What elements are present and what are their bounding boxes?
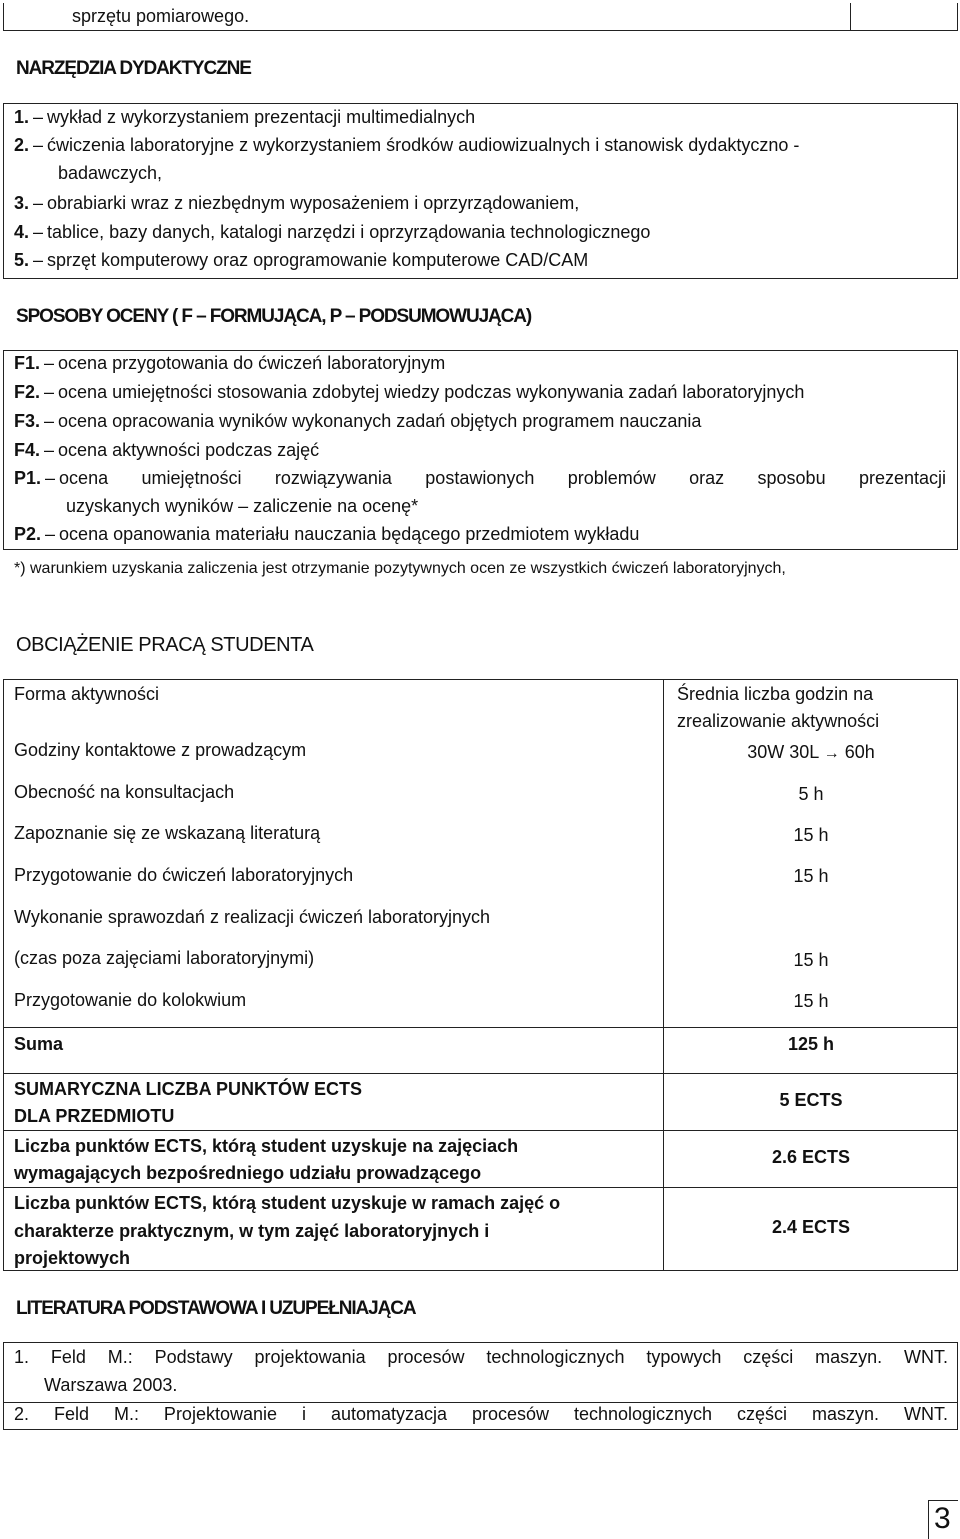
ects-label-line: wymagających bezpośredniego udziału prowadzącego xyxy=(14,1163,482,1183)
assessment-text: ocena przygotowania do ćwiczeń laboratoryjnym xyxy=(58,353,446,373)
arrow-right-icon: → xyxy=(823,745,840,762)
assessment-item-p1-cont: uzyskanych wyników – zaliczenie na ocenę* xyxy=(66,496,419,516)
workload-row-value: 15 h xyxy=(793,825,829,845)
workload-row-value xyxy=(664,742,958,763)
workload-row-label: Przygotowanie do ćwiczeń laboratoryjnych xyxy=(14,865,354,885)
literature-heading: LITERATURA PODSTAWOWA I UZUPEŁNIAJĄCA xyxy=(16,1298,416,1319)
assessment-code: P2. xyxy=(14,524,42,544)
assessment-text: ocena opanowania materiału nauczania będącego przedmiotem wykładu xyxy=(59,524,640,544)
ects-total-label xyxy=(14,1076,362,1130)
tools-item-2-cont: badawczych, xyxy=(58,163,163,183)
tools-item-text: wykład z wykorzystaniem prezentacji multimedialnych xyxy=(47,107,476,127)
ects-label-line: Liczba punktów ECTS, którą student uzyskuje w ramach zajęć o xyxy=(14,1193,561,1213)
assessment-item-f1: F1. – ocena przygotowania do ćwiczeń laboratoryjnym xyxy=(14,353,446,373)
workload-row-label: (czas poza zajęciami laboratoryjnymi) xyxy=(14,948,315,968)
assessment-item-f3: F3. – ocena opracowania wyników wykonanych zadań objętych programem nauczania xyxy=(14,411,702,431)
workload-ects-divider-1 xyxy=(3,1073,958,1074)
workload-col2-header-line1: Średnia liczba godzin na xyxy=(677,684,874,704)
assessment-text: ocena umiejętności stosowania zdobytej wiedzy podczas wykonywania zadań laboratoryjnych xyxy=(58,382,805,402)
assessment-item-p1: P1. – ocena umiejętności rozwiązywania postawionych problemów oraz sposobu prezentacji xyxy=(14,468,946,488)
ects-practical-label xyxy=(14,1190,560,1273)
ects-total-value: 5 ECTS xyxy=(779,1090,843,1110)
tools-item-num: 2. xyxy=(14,135,30,155)
workload-sum-label: Suma xyxy=(14,1034,64,1054)
ects-label-line: DLA PRZEDMIOTU xyxy=(14,1106,175,1126)
workload-col1-header: Forma aktywności xyxy=(14,684,160,704)
tools-item-num: 3. xyxy=(14,193,30,213)
top-row-text: sprzętu pomiarowego. xyxy=(72,6,250,26)
literature-item-2: 2. Feld M.: Projektowanie i automatyzacja procesów technologicznych części maszyn. WNT. xyxy=(14,1404,948,1424)
tools-item-1: 1. – wykład z wykorzystaniem prezentacji multimedialnych xyxy=(14,107,476,127)
tools-item-num: 4. xyxy=(14,222,30,242)
assessment-text: ocena aktywności podczas zajęć xyxy=(58,440,320,460)
assessment-code: F2. xyxy=(14,382,41,402)
workload-ects-divider-3 xyxy=(3,1187,958,1188)
ects-label-line: projektowych xyxy=(14,1248,131,1268)
ects-contact-label xyxy=(14,1133,518,1187)
assessment-code: F3. xyxy=(14,411,41,431)
assessment-code: P1. xyxy=(14,468,42,488)
workload-col2-header-line2: zrealizowanie aktywności xyxy=(677,711,880,731)
tools-item-text: tablice, bazy danych, katalogi narzędzi i oprzyrządowania technologicznego xyxy=(47,222,651,242)
ects-label-line: SUMARYCZNA LICZBA PUNKTÓW ECTS xyxy=(14,1079,362,1099)
workload-row-label: Godziny kontaktowe z prowadzącym xyxy=(14,740,307,760)
assessment-code: F1. xyxy=(14,353,41,373)
workload-row-label: Zapoznanie się ze wskazaną literaturą xyxy=(14,823,321,843)
assessment-heading: SPOSOBY OCENY ( F – FORMUJĄCA, P – PODSUMOWUJĄCA) xyxy=(16,306,532,327)
workload-column-divider xyxy=(663,679,664,1271)
ects-label-line: Liczba punktów ECTS, którą student uzyskuje na zajęciach xyxy=(14,1136,519,1156)
tools-item-text: sprzęt komputerowy oraz oprogramowanie komputerowe CAD/CAM xyxy=(47,250,589,270)
tools-item-2: 2. – ćwiczenia laboratoryjne z wykorzystaniem środków audiowizualnych i stanowisk dydaktyczno - xyxy=(14,135,800,155)
tools-item-4: 4. – tablice, bazy danych, katalogi narzędzi i oprzyrządowania technologicznego xyxy=(14,222,651,242)
workload-row-value: 15 h xyxy=(793,991,829,1011)
workload-row-value: 15 h xyxy=(793,866,829,886)
tools-item-text: ćwiczenia laboratoryjne z wykorzystaniem środków audiowizualnych i stanowisk dydaktyczno - xyxy=(47,135,800,155)
workload-sum-value: 125 h xyxy=(787,1034,835,1054)
top-row-right-cell xyxy=(850,3,958,31)
workload-row-value: 15 h xyxy=(793,950,829,970)
assessment-item-f2: F2. – ocena umiejętności stosowania zdobytej wiedzy podczas wykonywania zadań laboratoryjnych xyxy=(14,382,805,402)
assessment-code: F4. xyxy=(14,440,41,460)
tools-item-num: 1. xyxy=(14,107,30,127)
tools-item-num: 5. xyxy=(14,250,30,270)
assessment-text: ocena umiejętności rozwiązywania postawionych problemów oraz sposobu prezentacji xyxy=(59,468,946,488)
workload-row-label: Wykonanie sprawozdań z realizacji ćwiczeń laboratoryjnych xyxy=(14,907,491,927)
assessment-item-p2: P2. – ocena opanowania materiału nauczania będącego przedmiotem wykładu xyxy=(14,524,640,544)
workload-sum-divider xyxy=(3,1027,958,1028)
ects-contact-value: 2.6 ECTS xyxy=(771,1147,851,1167)
workload-row-label: Obecność na konsultacjach xyxy=(14,782,235,802)
workload-value-post: 60h xyxy=(844,742,875,762)
ects-label-line: charakterze praktycznym, w tym zajęć laboratoryjnych i xyxy=(14,1220,490,1241)
tools-item-3: 3. – obrabiarki wraz z niezbędnym wyposażeniem i oprzyrządowaniem, xyxy=(14,193,580,213)
ects-practical-value: 2.4 ECTS xyxy=(771,1217,851,1237)
workload-ects-divider-2 xyxy=(3,1130,958,1131)
literature-item-1-cont: Warszawa 2003. xyxy=(44,1375,178,1395)
workload-heading: OBCIĄŻENIE PRACĄ STUDENTA xyxy=(16,634,314,656)
tools-item-5: 5. – sprzęt komputerowy oraz oprogramowanie komputerowe CAD/CAM xyxy=(14,250,589,270)
workload-value-pre: 30W 30L xyxy=(747,742,819,762)
page-number: 3 xyxy=(934,1502,951,1535)
literature-divider xyxy=(3,1402,958,1403)
tools-item-text: obrabiarki wraz z niezbędnym wyposażeniem i oprzyrządowaniem, xyxy=(47,193,580,213)
assessment-footnote: *) warunkiem uzyskania zaliczenia jest otrzymanie pozytywnych ocen ze wszystkich ćwiczeń laboratoryjnych, xyxy=(14,560,786,577)
workload-row-label: Przygotowanie do kolokwium xyxy=(14,990,247,1010)
tools-heading: NARZĘDZIA DYDAKTYCZNE xyxy=(16,58,251,79)
assessment-item-f4: F4. – ocena aktywności podczas zajęć xyxy=(14,440,320,460)
assessment-text: ocena opracowania wyników wykonanych zadań objętych programem nauczania xyxy=(58,411,702,431)
literature-item-1: 1. Feld M.: Podstawy projektowania procesów technologicznych typowych części maszyn. WNT. xyxy=(14,1347,948,1367)
workload-row-value: 5 h xyxy=(798,784,824,804)
